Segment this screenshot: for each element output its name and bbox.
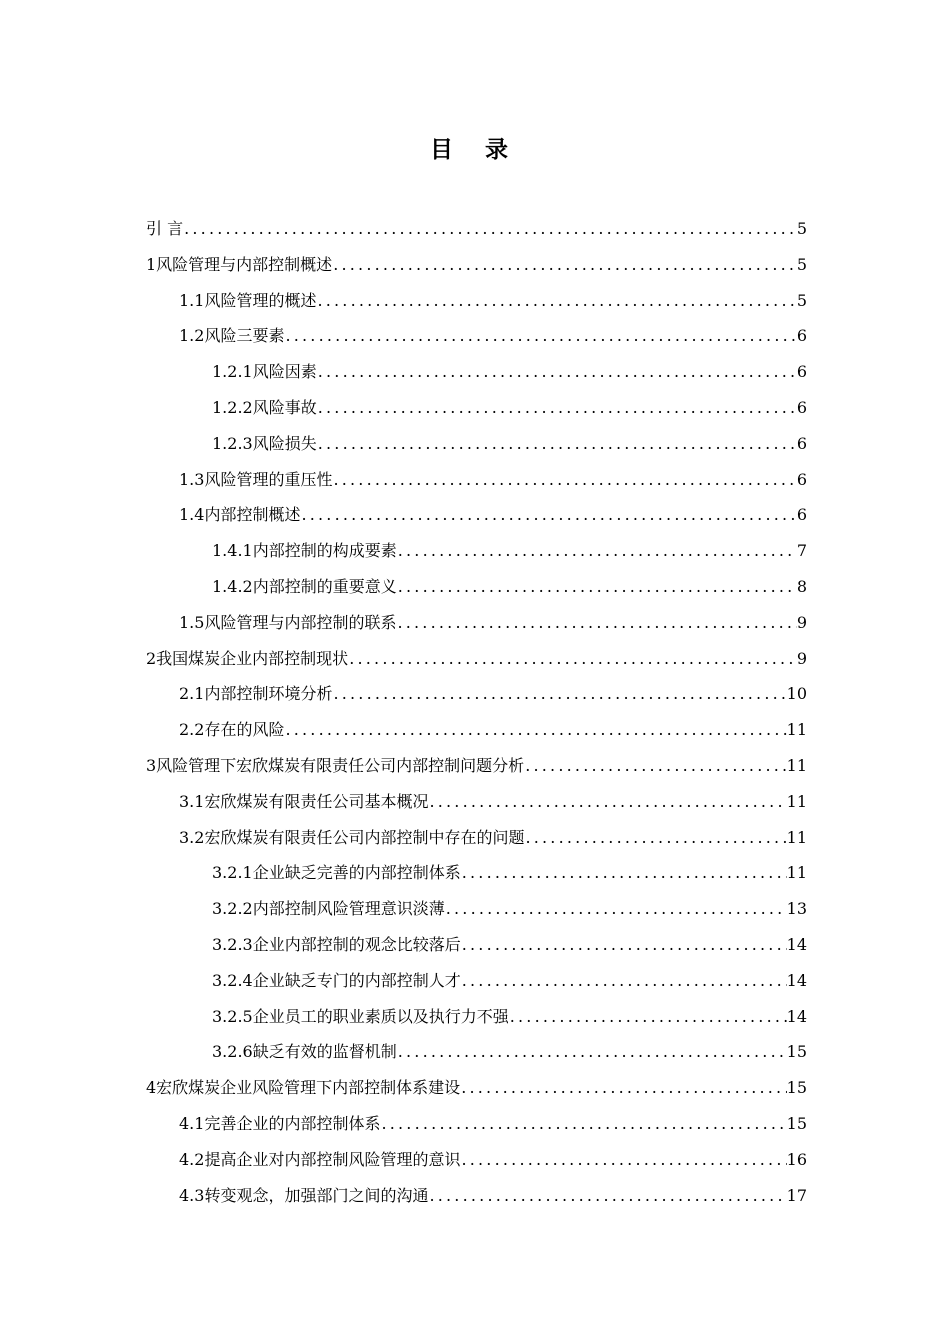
toc-entry-page-number: 11 bbox=[786, 720, 807, 740]
toc-entry-title: 4.2提高企业对内部控制风险管理的意识 bbox=[179, 1149, 461, 1169]
toc-entry-title: 1.5风险管理与内部控制的联系 bbox=[179, 612, 397, 632]
toc-entry-page-number: 8 bbox=[796, 576, 807, 596]
toc-dot-leader bbox=[183, 211, 797, 247]
toc-entry[interactable] bbox=[0, 641, 950, 677]
toc-entry-title: 4宏欣煤炭企业风险管理下内部控制体系建设 bbox=[146, 1078, 461, 1098]
toc-entry-page-number: 14 bbox=[786, 970, 807, 990]
toc-entry[interactable] bbox=[0, 1178, 950, 1214]
toc-dot-leader bbox=[445, 891, 787, 927]
toc-entry-page-number: 15 bbox=[786, 1078, 807, 1098]
toc-dot-leader bbox=[461, 963, 787, 999]
toc-dot-leader bbox=[300, 497, 796, 533]
toc-dot-leader bbox=[509, 999, 787, 1035]
toc-dot-leader bbox=[428, 784, 786, 820]
toc-dot-leader bbox=[317, 390, 797, 426]
toc-entry-title: 4.3转变观念，加强部门之间的沟通 bbox=[179, 1185, 429, 1205]
toc-entry-page-number: 9 bbox=[796, 648, 807, 668]
toc-entry[interactable] bbox=[0, 676, 950, 712]
toc-dot-leader bbox=[332, 676, 786, 712]
toc-entry[interactable] bbox=[0, 605, 950, 641]
toc-entry-page-number: 14 bbox=[786, 1006, 807, 1026]
toc-entry-page-number: 9 bbox=[796, 612, 807, 632]
toc-dot-leader bbox=[332, 462, 796, 498]
toc-dot-leader bbox=[316, 283, 796, 319]
toc-entry-page-number: 10 bbox=[786, 684, 807, 704]
toc-dot-leader bbox=[332, 247, 797, 283]
toc-entry-title: 3.2.1企业缺乏完善的内部控制体系 bbox=[212, 863, 461, 883]
toc-entry-title: 3.2.2内部控制风险管理意识淡薄 bbox=[212, 899, 445, 919]
toc-entry-page-number: 11 bbox=[786, 791, 807, 811]
toc-dot-leader bbox=[317, 426, 797, 462]
toc-title: 目 录 bbox=[429, 136, 520, 163]
toc-entry-page-number: 5 bbox=[796, 219, 807, 238]
toc-entry[interactable] bbox=[0, 1034, 950, 1070]
toc-entry[interactable] bbox=[0, 820, 950, 856]
toc-dot-leader bbox=[428, 1178, 786, 1214]
toc-dot-leader bbox=[460, 1142, 786, 1178]
toc-entry[interactable] bbox=[0, 283, 950, 319]
toc-entry-title: 3.2.5企业员工的职业素质以及执行力不强 bbox=[212, 1006, 509, 1026]
toc-dot-leader bbox=[524, 820, 786, 856]
toc-entry[interactable] bbox=[0, 999, 950, 1035]
toc-entry[interactable] bbox=[0, 426, 950, 462]
toc-entry[interactable] bbox=[0, 712, 950, 748]
toc-dot-leader bbox=[380, 1106, 786, 1142]
toc-entry-page-number: 7 bbox=[796, 541, 807, 561]
toc-dot-leader bbox=[317, 354, 797, 390]
toc-entry[interactable] bbox=[0, 748, 950, 784]
toc-entry-title: 1.2风险三要素 bbox=[179, 326, 285, 346]
toc-entry[interactable] bbox=[0, 963, 950, 999]
toc-dot-leader bbox=[284, 712, 786, 748]
toc-list bbox=[0, 211, 950, 1213]
toc-entry[interactable] bbox=[0, 855, 950, 891]
toc-entry-title: 2我国煤炭企业内部控制现状 bbox=[146, 648, 349, 668]
toc-entry-title: 3风险管理下宏欣煤炭有限责任公司内部控制问题分析 bbox=[146, 755, 525, 775]
toc-entry-page-number: 11 bbox=[786, 827, 807, 847]
toc-entry[interactable] bbox=[0, 569, 950, 605]
toc-dot-leader bbox=[461, 855, 787, 891]
toc-entry-title: 3.2.3企业内部控制的观念比较落后 bbox=[212, 934, 461, 954]
toc-entry[interactable] bbox=[0, 1142, 950, 1178]
toc-entry-title: 1.2.3风险损失 bbox=[212, 433, 317, 453]
toc-dot-leader bbox=[397, 533, 797, 569]
toc-dot-leader bbox=[348, 641, 797, 677]
toc-entry-title: 1.3风险管理的重压性 bbox=[179, 469, 333, 489]
toc-entry-title: 3.2.6缺乏有效的监督机制 bbox=[212, 1042, 397, 1062]
toc-entry-page-number: 15 bbox=[786, 1113, 807, 1133]
toc-entry-page-number: 14 bbox=[786, 934, 807, 954]
toc-entry-title: 1.4.1内部控制的构成要素 bbox=[212, 541, 397, 561]
toc-entry-page-number: 5 bbox=[796, 254, 807, 274]
toc-entry[interactable] bbox=[0, 211, 950, 247]
toc-dot-leader bbox=[461, 927, 787, 963]
toc-entry-page-number: 13 bbox=[786, 899, 807, 919]
toc-entry-page-number: 6 bbox=[796, 326, 807, 346]
toc-dot-leader bbox=[397, 1034, 787, 1070]
toc-entry-page-number: 6 bbox=[796, 397, 807, 417]
toc-entry-title: 3.2宏欣煤炭有限责任公司内部控制中存在的问题 bbox=[179, 827, 525, 847]
toc-entry-title: 2.1内部控制环境分析 bbox=[179, 684, 333, 704]
toc-entry[interactable] bbox=[0, 1070, 950, 1106]
toc-entry-page-number: 15 bbox=[786, 1042, 807, 1062]
toc-entry-title: 1.4.2内部控制的重要意义 bbox=[212, 576, 397, 596]
toc-entry-page-number: 11 bbox=[786, 863, 807, 883]
toc-entry[interactable] bbox=[0, 247, 950, 283]
toc-entry-title: 1风险管理与内部控制概述 bbox=[146, 254, 333, 274]
toc-entry-page-number: 5 bbox=[796, 290, 807, 310]
toc-dot-leader bbox=[284, 318, 796, 354]
toc-dot-leader bbox=[460, 1070, 786, 1106]
toc-entry-page-number: 16 bbox=[786, 1149, 807, 1169]
toc-entry-title: 4.1完善企业的内部控制体系 bbox=[179, 1113, 381, 1133]
toc-entry-title: 1.2.1风险因素 bbox=[212, 362, 317, 382]
toc-dot-leader bbox=[396, 605, 796, 641]
toc-entry[interactable] bbox=[0, 891, 950, 927]
toc-entry[interactable] bbox=[0, 1106, 950, 1142]
toc-entry-title: 2.2存在的风险 bbox=[179, 720, 285, 740]
toc-entry[interactable] bbox=[0, 318, 950, 354]
toc-entry-page-number: 6 bbox=[796, 505, 807, 525]
toc-entry-title: 1.4内部控制概述 bbox=[179, 505, 301, 525]
toc-entry[interactable] bbox=[0, 533, 950, 569]
toc-entry[interactable] bbox=[0, 784, 950, 820]
toc-entry-page-number: 6 bbox=[796, 362, 807, 382]
toc-entry-page-number: 6 bbox=[796, 469, 807, 489]
toc-entry-page-number: 11 bbox=[786, 755, 807, 775]
toc-entry[interactable] bbox=[0, 927, 950, 963]
toc-entry-title: 1.2.2风险事故 bbox=[212, 397, 317, 417]
toc-entry[interactable] bbox=[0, 462, 950, 498]
toc-entry-page-number: 17 bbox=[786, 1185, 807, 1205]
toc-entry-title: 3.1宏欣煤炭有限责任公司基本概况 bbox=[179, 791, 429, 811]
toc-entry-title: 3.2.4企业缺乏专门的内部控制人才 bbox=[212, 970, 461, 990]
toc-entry[interactable] bbox=[0, 497, 950, 533]
toc-dot-leader bbox=[397, 569, 797, 605]
toc-dot-leader bbox=[524, 748, 786, 784]
toc-entry[interactable] bbox=[0, 354, 950, 390]
toc-entry-title: 1.1风险管理的概述 bbox=[179, 290, 317, 310]
toc-entry-page-number: 6 bbox=[796, 433, 807, 453]
toc-entry-title: 引 言 bbox=[146, 219, 184, 238]
toc-entry[interactable] bbox=[0, 390, 950, 426]
